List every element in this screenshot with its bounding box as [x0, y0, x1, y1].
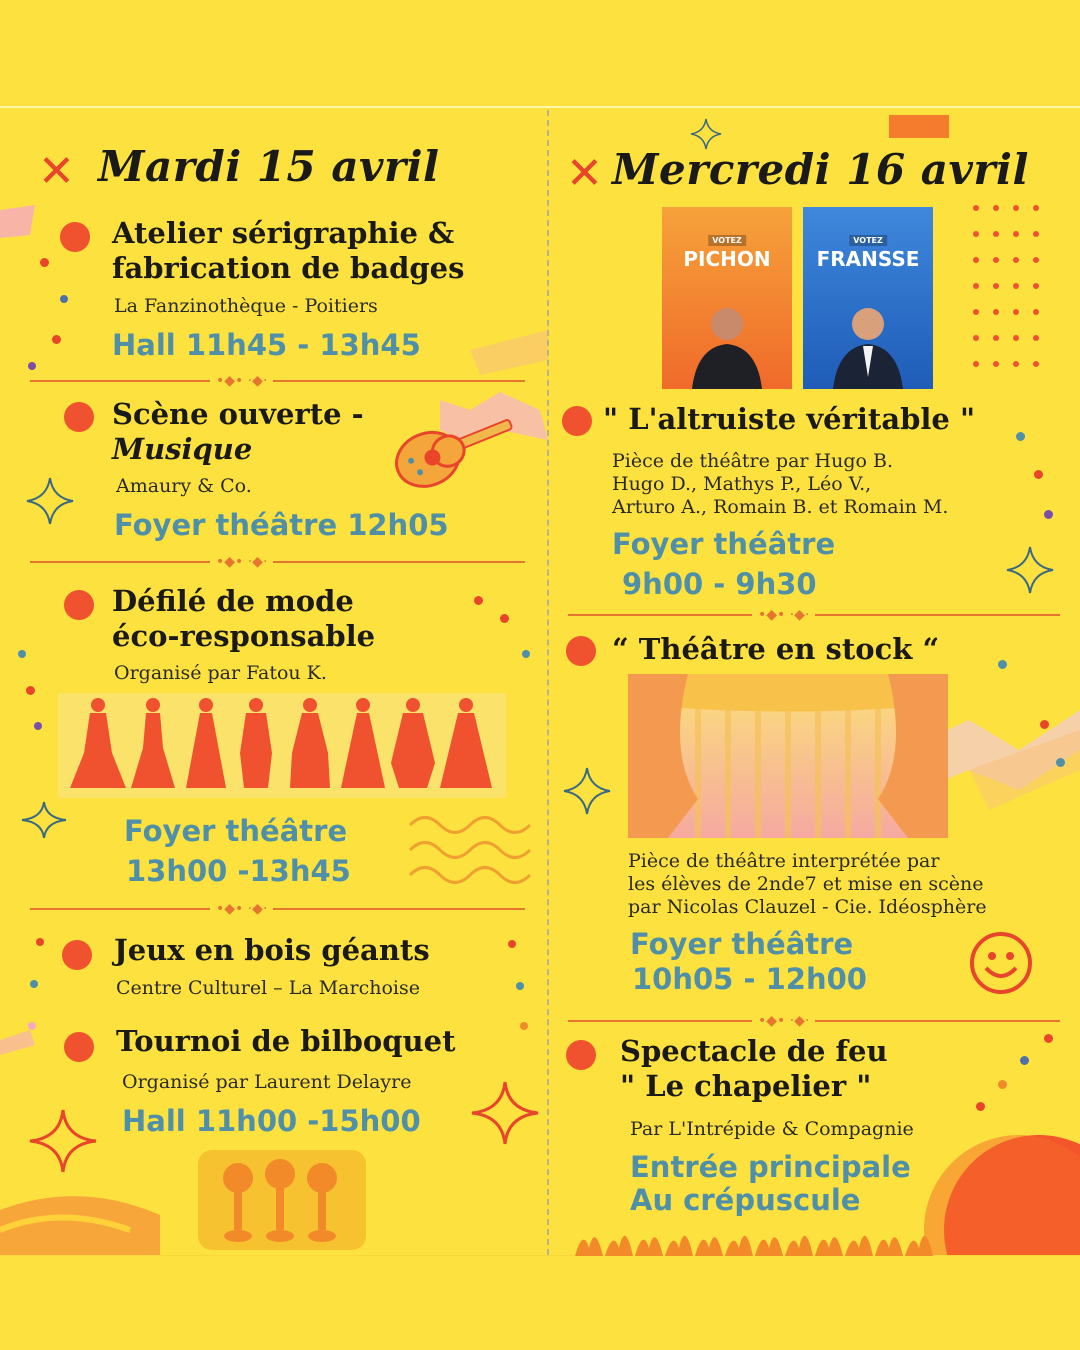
event-bullet [64, 1032, 94, 1062]
event-time: 13h00 -13h45 [126, 854, 351, 888]
confetti-dot [1044, 1034, 1053, 1043]
event-time: Au crépuscule [630, 1183, 861, 1217]
separator-ornament: •◆• ·◆· [210, 902, 273, 916]
event-bullet [64, 402, 94, 432]
theatre-curtain-icon [628, 674, 948, 838]
top-border [0, 106, 1080, 108]
confetti-dot [508, 940, 516, 948]
confetti-dot [1056, 758, 1065, 767]
event-title: Scène ouverte - Musique [112, 397, 364, 466]
event-bullet [562, 406, 592, 436]
column-divider [547, 110, 549, 1255]
sparkle-icon [562, 766, 612, 816]
confetti-dot [998, 1080, 1007, 1089]
day-title-tuesday: Mardi 15 avril [98, 142, 440, 191]
confetti-dot [36, 938, 44, 946]
confetti-dot [30, 980, 38, 988]
event-time: 9h00 - 9h30 [622, 567, 817, 601]
event-organizer: Centre Culturel – La Marchoise [116, 977, 420, 999]
event-organizer: Organisé par Fatou K. [114, 662, 327, 684]
event-organizer: Amaury & Co. [116, 475, 252, 497]
event-title: " L'altruiste véritable " [603, 402, 976, 436]
confetti-dot [998, 660, 1007, 669]
event-title: “ Théâtre en stock “ [612, 632, 940, 666]
confetti-dot [1020, 1056, 1029, 1065]
separator [30, 561, 525, 563]
x-mark-icon: ✕ [38, 146, 75, 197]
confetti-dot [1044, 510, 1053, 519]
sparkle-icon [28, 1108, 98, 1174]
confetti-dot [26, 686, 35, 695]
event-place: Entrée principale [630, 1150, 911, 1184]
confetti-dot [1040, 720, 1049, 729]
confetti-dot [1034, 470, 1043, 479]
confetti-dot [516, 982, 524, 990]
sparkle-icon [470, 1080, 540, 1146]
x-mark-icon: ✕ [566, 148, 603, 199]
event-bullet [566, 1040, 596, 1070]
event-title: Spectacle de feu " Le chapelier " [620, 1034, 888, 1103]
event-bullet [566, 636, 596, 666]
fire-icon [575, 1218, 1080, 1256]
fashion-silhouettes-icon [58, 693, 506, 798]
event-place: Foyer théâtre [612, 527, 836, 561]
confetti-dot [40, 258, 49, 267]
sparkle-icon [1005, 545, 1055, 595]
event-description: Par L'Intrépide & Compagnie [630, 1118, 914, 1140]
confetti-dot [474, 596, 483, 605]
separator-ornament: •◆• ·◆· [752, 608, 815, 622]
confetti-dot [976, 1102, 985, 1111]
dot-grid [968, 200, 1048, 390]
confetti-dot [500, 614, 509, 623]
day-title-wednesday: Mercredi 16 avril [612, 145, 1029, 194]
confetti-dot [522, 650, 530, 658]
candidate-poster-pichon: VOTEZ PICHON [662, 207, 792, 389]
separator [30, 908, 525, 910]
bilboquet-icon [198, 1150, 366, 1250]
confetti-dot [28, 362, 36, 370]
event-place-time: Foyer théâtre 12h05 [114, 508, 449, 542]
event-description: Pièce de théâtre par Hugo B. Hugo D., Mathys P., Léo V., Arturo A., Romain B. et Romain M. [612, 450, 949, 518]
confetti-dot [520, 1022, 528, 1030]
event-organizer: La Fanzinothèque - Poitiers [114, 295, 378, 317]
confetti-dot [1016, 432, 1025, 441]
guitar-icon [386, 405, 516, 495]
event-title: Atelier sérigraphie & fabrication de badges [112, 216, 465, 285]
event-organizer: Organisé par Laurent Delayre [122, 1071, 412, 1093]
confetti-dot [52, 335, 61, 344]
event-place: Foyer théâtre [630, 927, 854, 961]
event-title: Défilé de mode éco-responsable [112, 584, 376, 653]
event-bullet [64, 590, 94, 620]
event-description: Pièce de théâtre interprétée par les élèves de 2nde7 et mise en scène par Nicolas Clauzel - Cie. Idéosphère [628, 850, 987, 918]
sparkle-icon [25, 476, 75, 526]
event-time: 10h05 - 12h00 [632, 962, 867, 996]
separator-ornament: •◆• ·◆· [210, 555, 273, 569]
separator-ornament: •◆• ·◆· [210, 374, 273, 388]
separator-ornament: •◆• ·◆· [752, 1014, 815, 1028]
candidate-poster-fransse: VOTEZ FRANSSE [803, 207, 933, 389]
event-place-time: Hall 11h00 -15h00 [122, 1104, 421, 1138]
event-bullet [62, 940, 92, 970]
confetti-dot [28, 1022, 36, 1030]
event-bullet [60, 222, 90, 252]
sparkle-icon [20, 800, 68, 840]
confetti-dot [18, 650, 26, 658]
sparkle-icon [690, 118, 722, 150]
event-place: Foyer théâtre [124, 814, 348, 848]
confetti-dot [34, 722, 42, 730]
confetti-dot [60, 295, 68, 303]
event-place-time: Hall 11h45 - 13h45 [112, 328, 421, 362]
separator [30, 380, 525, 382]
smiley-icon [968, 930, 1034, 996]
event-title: Tournoi de bilboquet [116, 1024, 456, 1058]
event-title: Jeux en bois géants [114, 933, 430, 967]
